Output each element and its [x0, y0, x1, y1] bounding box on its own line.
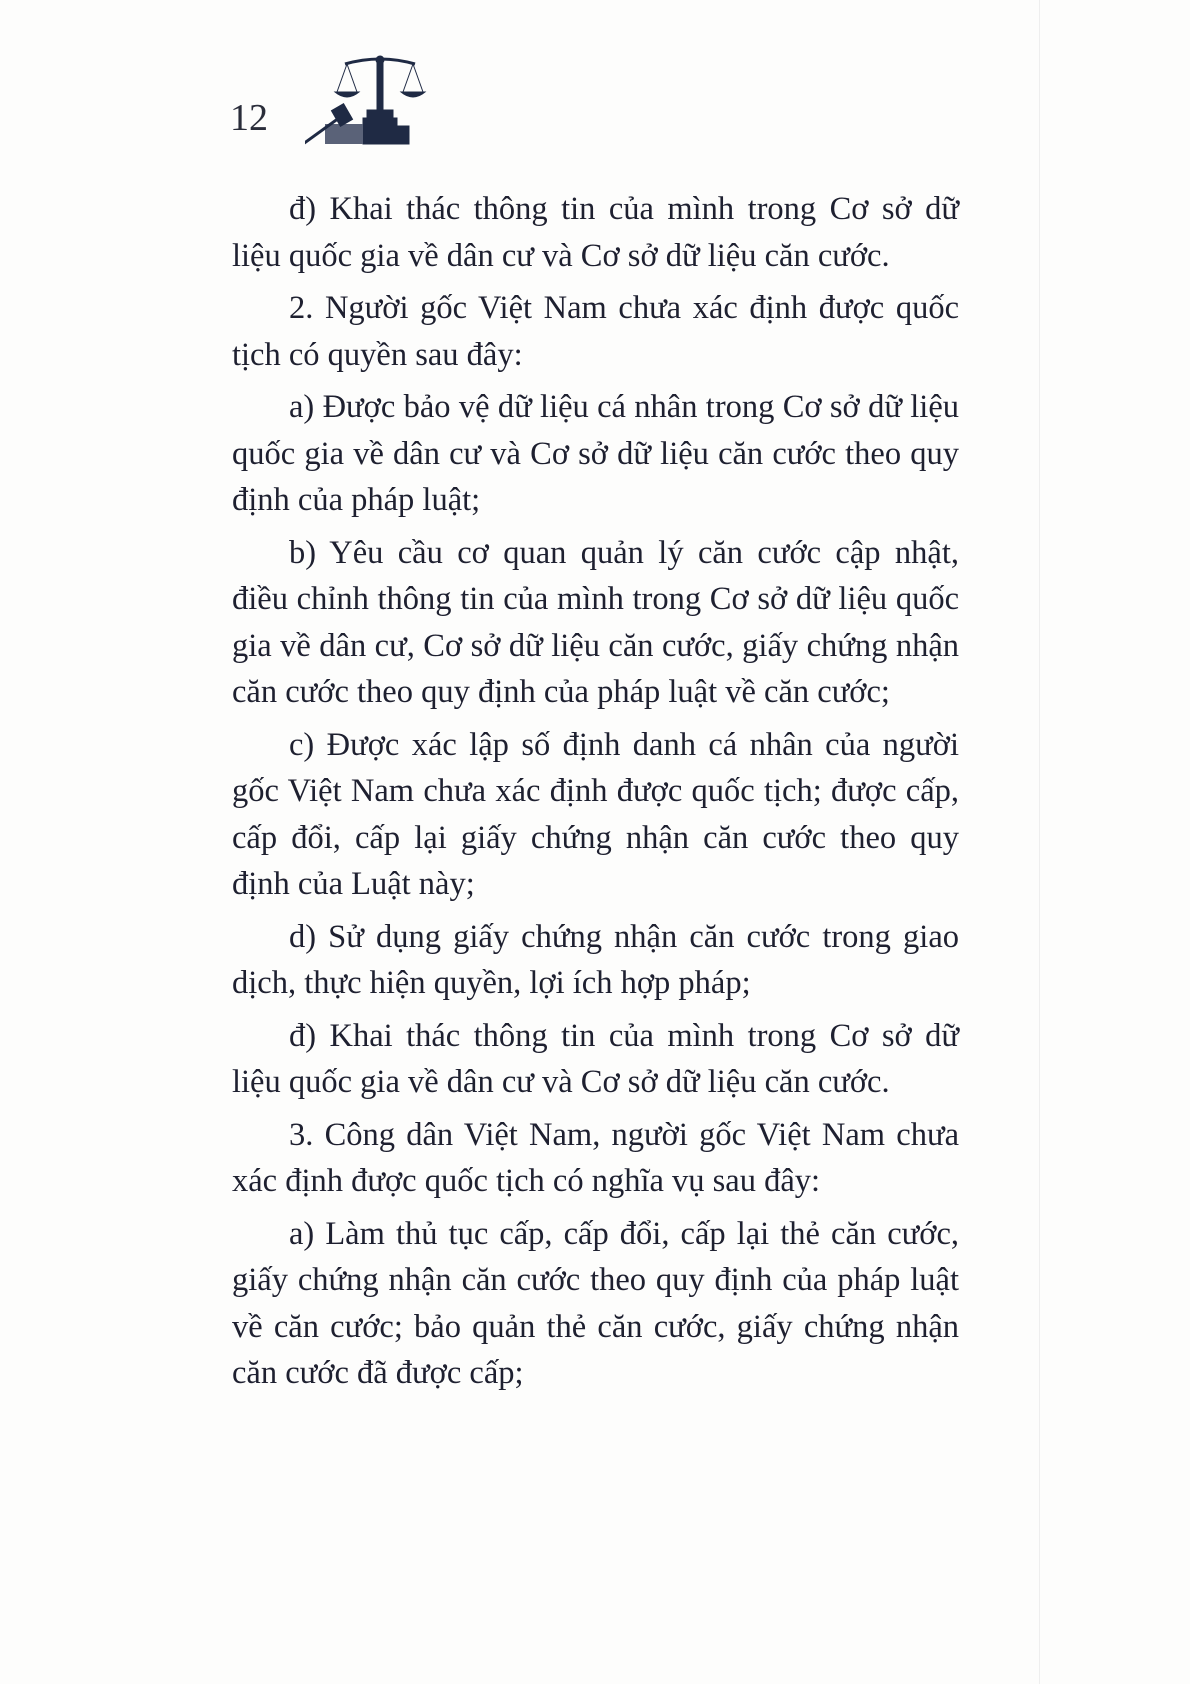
page-edge: [1039, 0, 1040, 1684]
paragraph: đ) Khai thác thông tin của mình trong Cơ sở dữ liệu quốc gia về dân cư và Cơ sở dữ liệu căn cước.: [232, 1017, 959, 1100]
paragraph: đ) Khai thác thông tin của mình trong Cơ sở dữ liệu quốc gia về dân cư và Cơ sở dữ liệu căn cước.: [232, 191, 959, 274]
paragraph: 2. Người gốc Việt Nam chưa xác định được quốc tịch có quyền sau đây:: [232, 290, 959, 373]
paragraph: 3. Công dân Việt Nam, người gốc Việt Nam chưa xác định được quốc tịch có nghĩa vụ sau đây:: [232, 1116, 959, 1199]
page-number: 12: [230, 97, 268, 139]
paragraph: b) Yêu cầu cơ quan quản lý căn cước cập nhật, điều chỉnh thông tin của mình trong Cơ sở dữ liệu quốc gia về dân cư, Cơ sở dữ liệu căn cước, giấy chứng nhận căn cước theo quy định của pháp luật về căn cước;: [232, 534, 959, 710]
paragraph: a) Được bảo vệ dữ liệu cá nhân trong Cơ sở dữ liệu quốc gia về dân cư và Cơ sở dữ liệu căn cước theo quy định của pháp luật;: [232, 389, 959, 518]
document-body: [232, 186, 959, 1403]
paragraph: d) Sử dụng giấy chứng nhận căn cước trong giao dịch, thực hiện quyền, lợi ích hợp pháp;: [232, 918, 959, 1001]
paragraph: a) Làm thủ tục cấp, cấp đổi, cấp lại thẻ căn cước, giấy chứng nhận căn cước theo quy định của pháp luật về căn cước; bảo quản thẻ căn cước, giấy chứng nhận căn cước đã được cấp;: [232, 1215, 959, 1391]
paragraph: c) Được xác lập số định danh cá nhân của người gốc Việt Nam chưa xác định được quốc tịch; được cấp, cấp đổi, cấp lại giấy chứng nhận căn cước theo quy định của Luật này;: [232, 726, 959, 902]
scales-of-justice-gavel-icon: [305, 52, 455, 148]
